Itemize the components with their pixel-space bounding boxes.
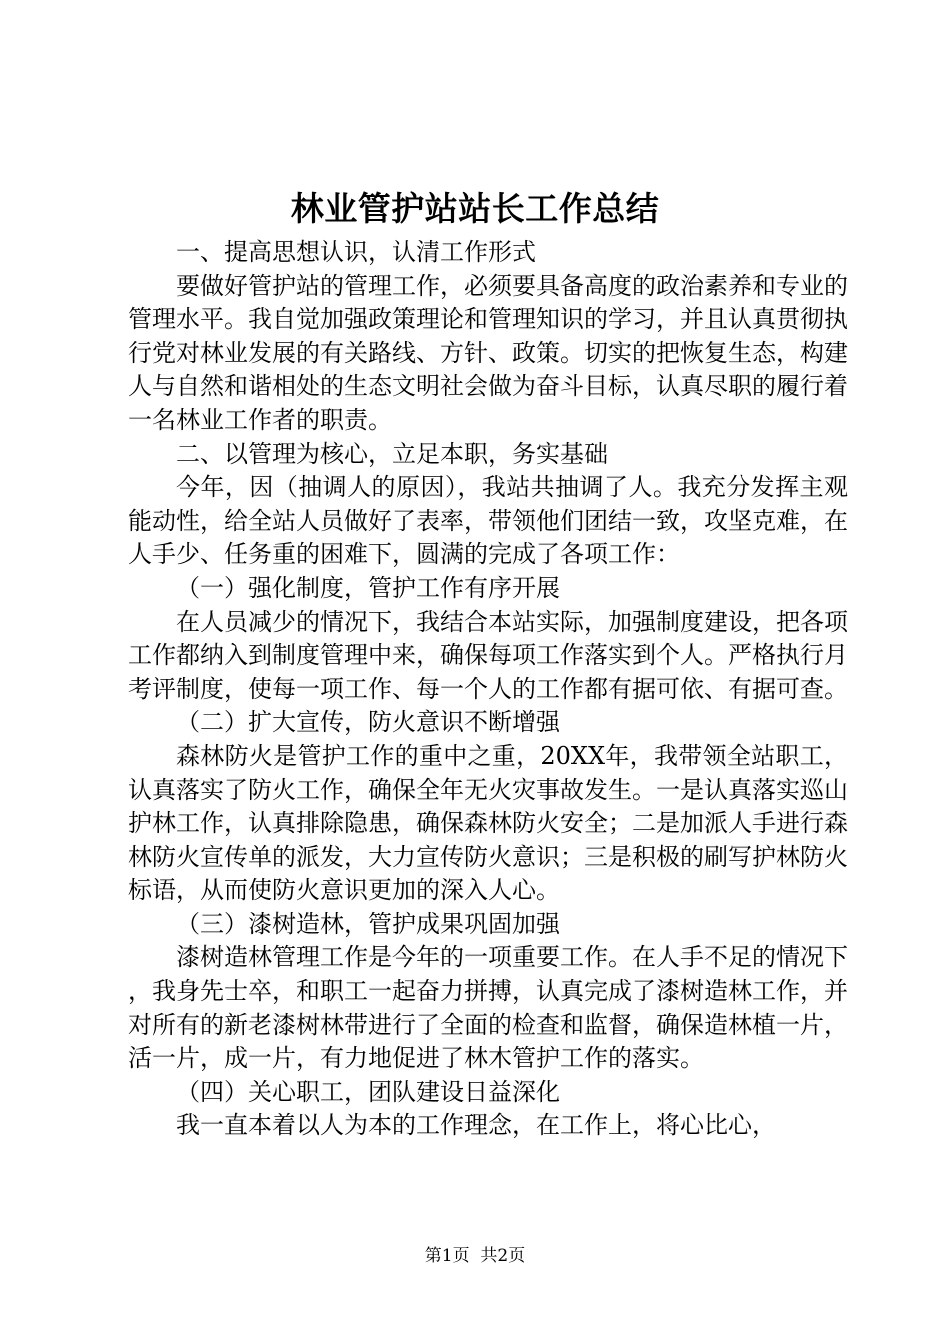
subsection-heading-2: （二）扩大宣传，防火意识不断增强 [176, 708, 560, 737]
paragraph-2: 今年，因（抽调人的原因），我站共抽调了人。我充分发挥主观能动性，给全站人员做好了表率，带领他们团结一致，攻坚克难，在人手少、任务重的困难下，圆满的完成了各项工作： [128, 473, 848, 569]
paragraph-1: 要做好管护站的管理工作，必须要具备高度的政治素养和专业的管理水平。我自觉加强政策理论和管理知识的学习，并且认真贯彻执行党对林业发展的有关路线、方针、政策。切实的把恢复生态，构建人与自然和谐相处的生态文明社会做为奋斗目标，认真尽职的履行着一名林业工作者的职责。 [128, 271, 848, 434]
page-total: 共2页 [480, 1246, 526, 1266]
subsection-heading-4: （四）关心职工，团队建设日益深化 [176, 1077, 560, 1106]
subsection-heading-1: （一）强化制度，管护工作有序开展 [176, 573, 560, 602]
document-body [128, 236, 848, 1143]
section-heading-2: 二、以管理为核心，立足本职，务实基础 [176, 439, 608, 468]
page-title: 林业管护站站长工作总结 [290, 189, 660, 228]
paragraph-4: 森林防火是管护工作的重中之重，20XX年，我带领全站职工，认真落实了防火工作，确保全年无火灾事故发生。一是认真落实巡山护林工作，认真排除隐患，确保森林防火安全；二是加派人手进行森林防火宣传单的派发，大力宣传防火意识；三是积极的刷写护林防火标语，从而使防火意识更加的深入人心。 [128, 741, 848, 905]
paragraph-6: 我一直本着以人为本的工作理念，在工作上，将心比心， [176, 1111, 776, 1140]
subsection-heading-3: （三）漆树造林，管护成果巩固加强 [176, 909, 560, 938]
section-heading-1: 一、提高思想认识，认清工作形式 [176, 238, 536, 266]
page-footer [0, 1244, 950, 1268]
page-number: 第1页 [424, 1246, 470, 1266]
paragraph-5: 漆树造林管理工作是今年的一项重要工作。在人手不足的情况下，我身先士卒，和职工一起奋力拼搏，认真完成了漆树造林工作，并对所有的新老漆树林带进行了全面的检查和监督，确保造林植一片，活一片，成一片，有力地促进了林木管护工作的落实。 [128, 943, 848, 1073]
paragraph-3: 在人员减少的情况下，我结合本站实际，加强制度建设，把各项工作都纳入到制度管理中来，确保每项工作落实到个人。严格执行月考评制度，使每一项工作、每一个人的工作都有据可依、有据可查。 [128, 607, 848, 703]
